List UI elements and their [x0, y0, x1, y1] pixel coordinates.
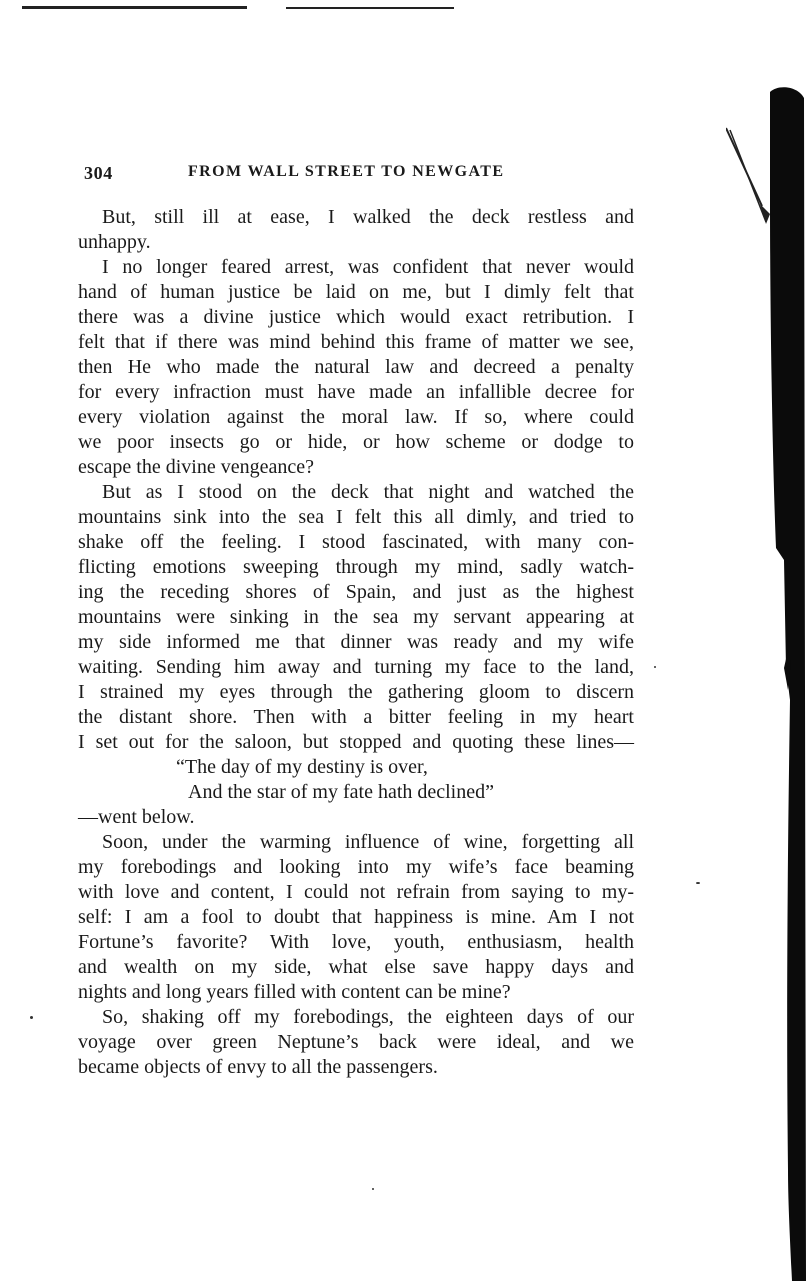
page-body: [78, 205, 634, 1080]
text-line: But as I stood on the deck that night and watched the: [102, 481, 634, 503]
text-line: then He who made the natural law and decreed a penalty: [78, 356, 634, 378]
text-line: nights and long years filled with content can be mine?: [78, 981, 511, 1003]
text-line: the distant shore. Then with a bitter feeling in my heart: [78, 706, 634, 728]
text-line: with love and content, I could not refrain from saying to my-: [78, 881, 634, 903]
verse-line: “The day of my destiny is over,: [176, 756, 428, 778]
paragraph: [78, 205, 634, 255]
verse-quote: [78, 755, 634, 805]
page-number: 304: [84, 163, 113, 183]
text-line: ing the receding shores of Spain, and just as the highest: [78, 581, 634, 603]
text-line: hand of human justice be laid on me, but I dimly felt that: [78, 281, 634, 303]
text-line: mountains were sinking in the sea my servant appearing at: [78, 606, 634, 628]
text-line: became objects of envy to all the passengers.: [78, 1056, 438, 1078]
text-line: shake off the feeling. I stood fascinated, with many con-: [78, 531, 634, 553]
scan-speck: [696, 882, 700, 884]
text-line: voyage over green Neptune’s back were ideal, and we: [78, 1031, 634, 1053]
text-line: Fortune’s favorite? With love, youth, enthusiasm, health: [78, 931, 634, 953]
text-line: unhappy.: [78, 231, 151, 253]
text-line: and wealth on my side, what else save happy days and: [78, 956, 634, 978]
text-line: —went below.: [78, 806, 195, 828]
page-header: [84, 163, 634, 189]
text-line: Soon, under the warming influence of wine, forgetting all: [102, 831, 634, 853]
text-line: I strained my eyes through the gathering gloom to discern: [78, 681, 634, 703]
text-line: So, shaking off my forebodings, the eighteen days of our: [102, 1006, 634, 1028]
scan-speck: [30, 1016, 33, 1019]
text-line: flicting emotions sweeping through my mind, sadly watch-: [78, 556, 634, 578]
verse-line: And the star of my fate hath declined”: [188, 781, 494, 803]
scan-edge-line-right: [286, 7, 454, 9]
text-line: I set out for the saloon, but stopped and quoting these lines—: [78, 731, 634, 753]
text-line: for every infraction must have made an infallible decree for: [78, 381, 634, 403]
running-title: FROM WALL STREET TO NEWGATE: [188, 163, 505, 180]
text-line: every violation against the moral law. If so, where could: [78, 406, 634, 428]
text-line: felt that if there was mind behind this frame of matter we see,: [78, 331, 634, 353]
paragraph: [78, 255, 634, 480]
binding-shadow: [726, 0, 806, 1281]
text-line: I no longer feared arrest, was confident that never would: [102, 256, 634, 278]
text-line: escape the divine vengeance?: [78, 456, 314, 478]
scan-speck: [372, 1188, 374, 1190]
paragraph: [78, 480, 634, 755]
paragraph: [78, 1005, 634, 1080]
paragraph: [78, 830, 634, 1005]
text-line: there was a divine justice which would exact retribution. I: [78, 306, 634, 328]
text-line: mountains sink into the sea I felt this all dimly, and tried to: [78, 506, 634, 528]
text-line: waiting. Sending him away and turning my face to the land,: [78, 656, 634, 678]
scan-edge-line-left: [22, 6, 247, 9]
text-line: my forebodings and looking into my wife’s face beaming: [78, 856, 634, 878]
text-line: my side informed me that dinner was ready and my wife: [78, 631, 634, 653]
scan-speck: [654, 666, 656, 668]
text-line: But, still ill at ease, I walked the deck restless and: [102, 206, 634, 228]
text-line: self: I am a fool to doubt that happiness is mine. Am I not: [78, 906, 634, 928]
text-line: we poor insects go or hide, or how scheme or dodge to: [78, 431, 634, 453]
